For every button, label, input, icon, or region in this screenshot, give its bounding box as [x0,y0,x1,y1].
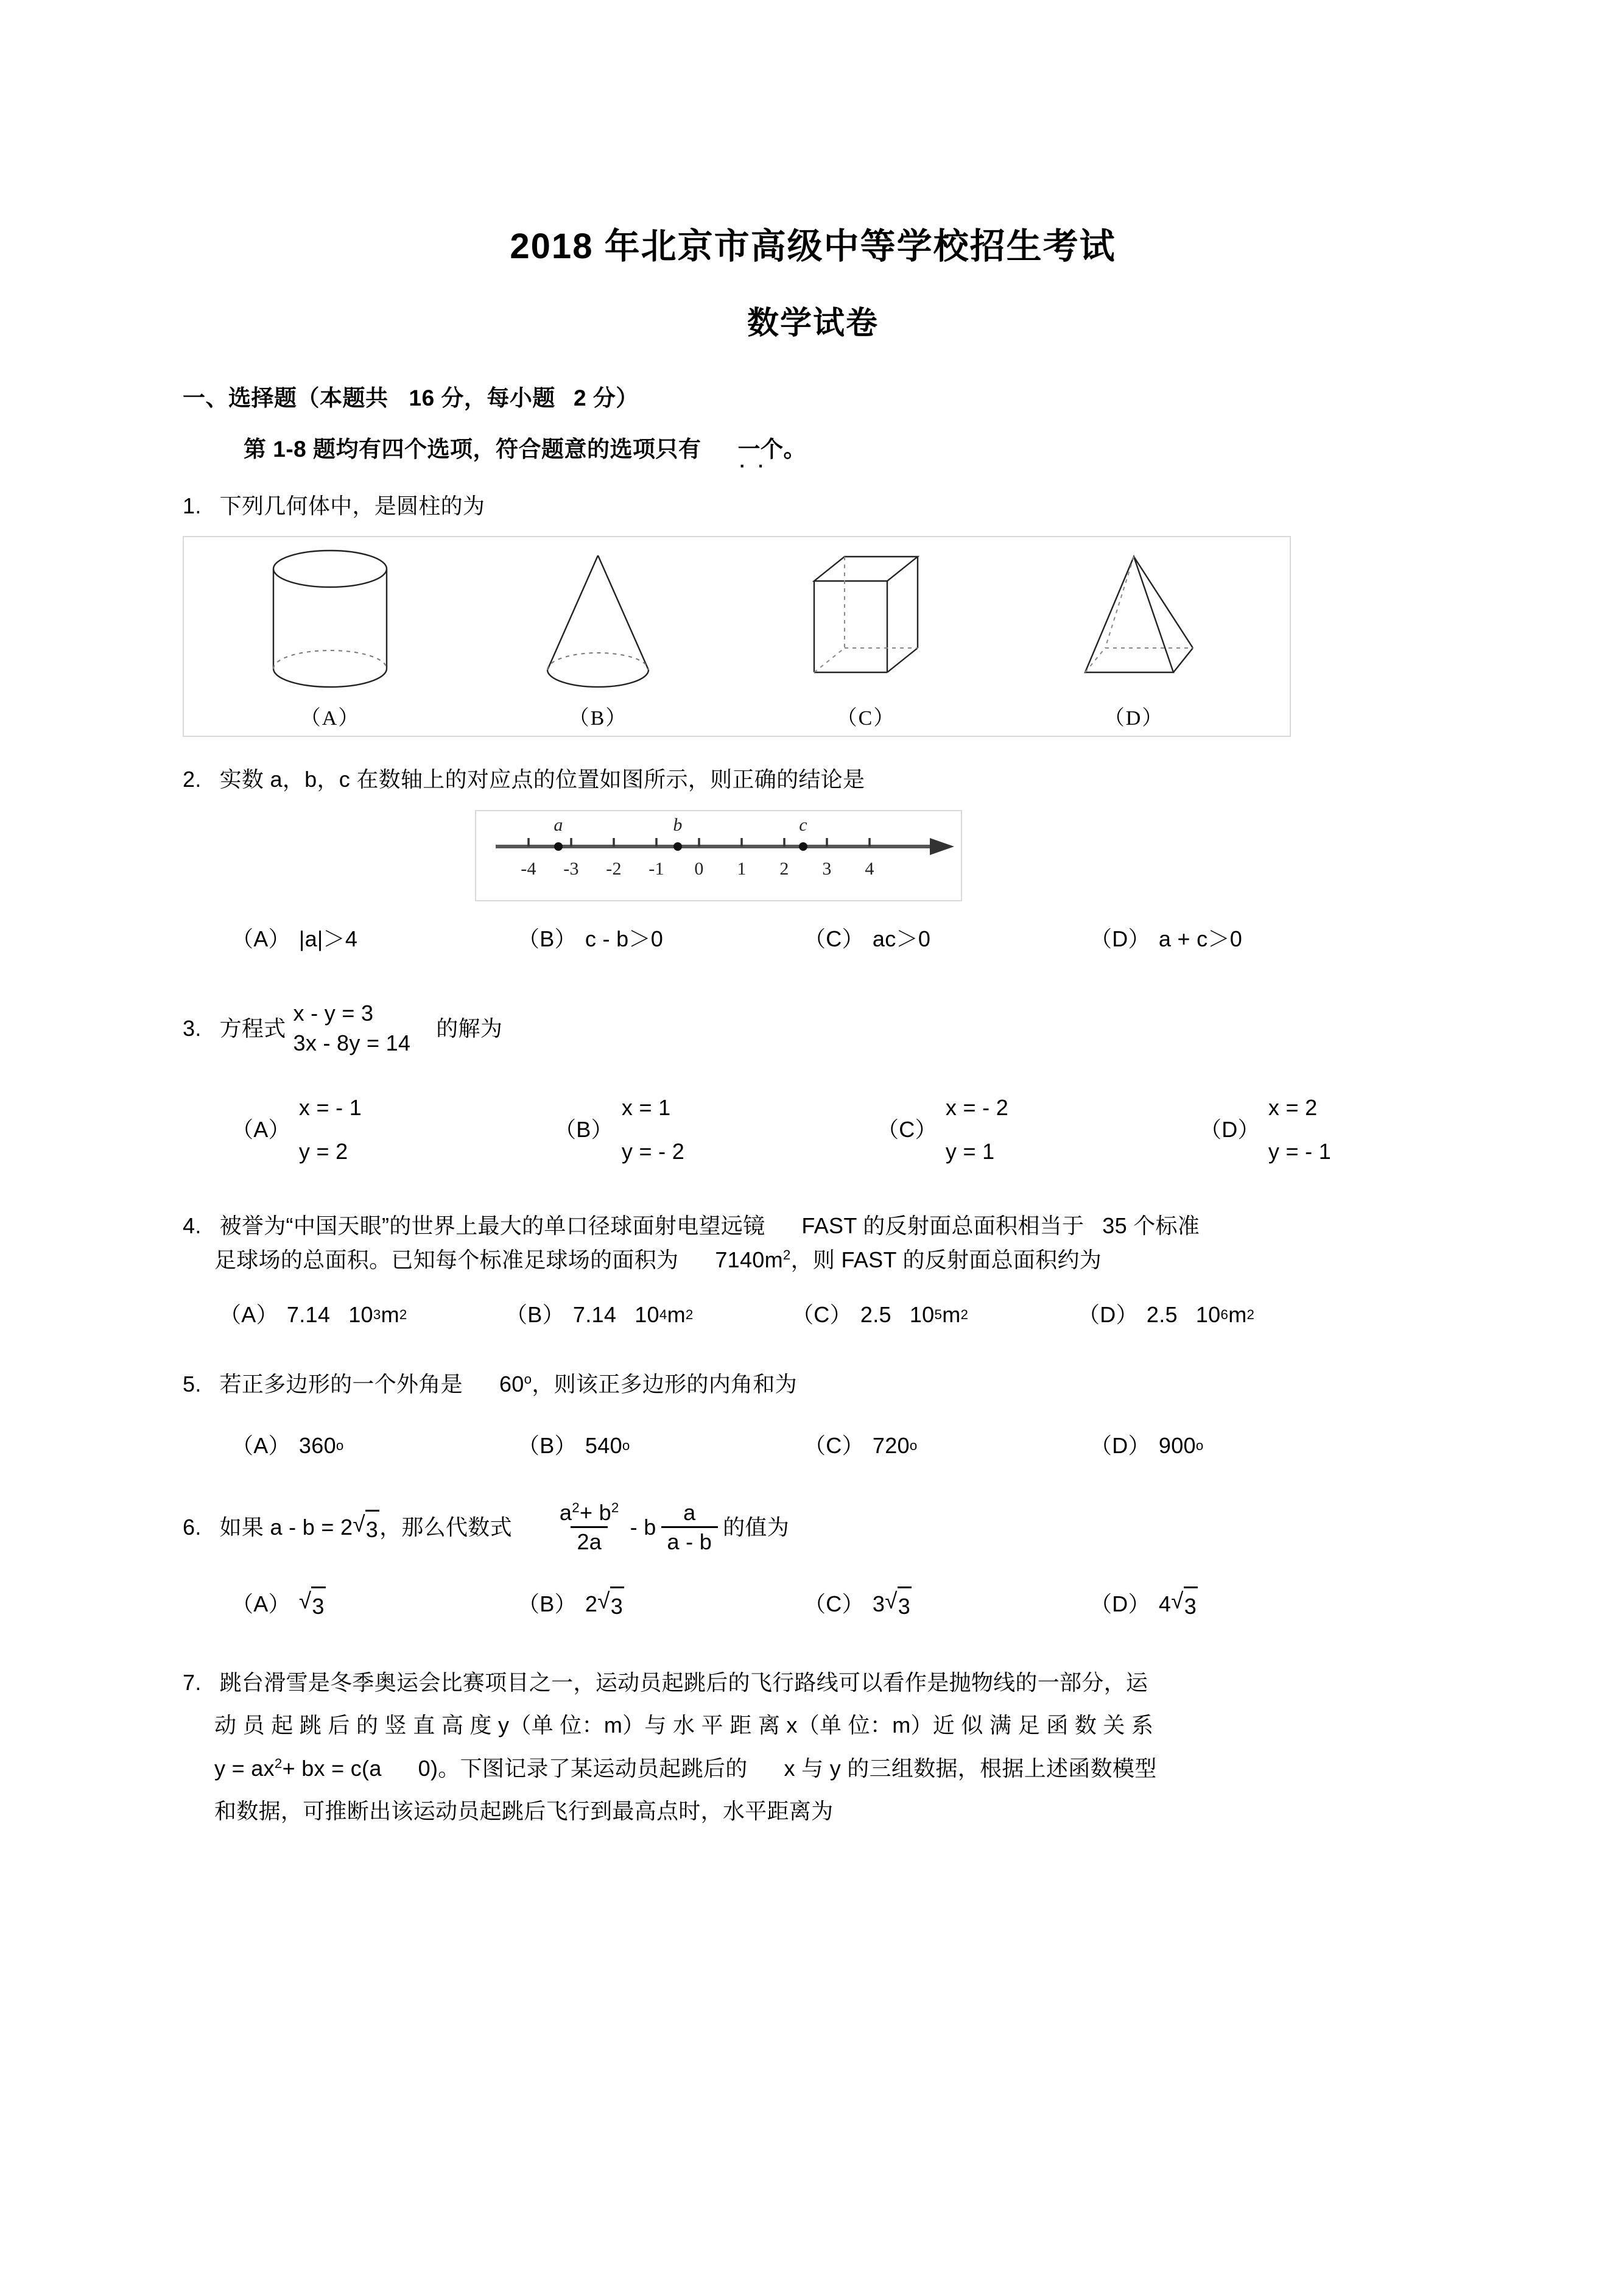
question-6-stem: 6. 如果 a - b = 2 √ 3 ，那么代数式 $\frac{a^2+ b^2}{2a}$ - b $\frac{a}{a - b}$ 的值为 [183,1500,789,1554]
question-6-radical: √ 3 [353,1507,379,1547]
question-5-options [183,1429,1443,1463]
svg-text:b: b [673,815,683,836]
question-3-system [294,999,411,1058]
solid-cylinder [202,543,458,732]
svg-text:2: 2 [779,859,789,879]
question-2-option-c[interactable]: （C） ac＞0 [804,926,931,952]
question-5-stem: 5. 若正多边形的一个外角是 60$^o$，则该正多边形的内角和为 [183,1371,797,1396]
instruction-period: 。 [783,436,807,462]
question-6-number: 6. [183,1514,202,1540]
question-6-options [183,1584,1443,1624]
page-title: 2018 年北京市高级中等学校招生考试 [510,227,1116,266]
question-7-line1: 7. 跳台滑雪是冬季奥运会比赛项目之一，运动员起跳后的飞行路线可以看作是抛物线的一部分，运 [183,1670,1148,1696]
question-5-option-a[interactable]: （A） 360 o [231,1433,344,1459]
question-3-option-b[interactable]: （B） x = 1 y = - 2 [554,1095,685,1164]
question-4-line2: 足球场的总面积。已知每个标准足球场的面积为 $7140m^2$，则 FAST 的反射面总面积约为 [214,1247,1102,1272]
svg-text:c: c [799,815,807,836]
question-6-option-d[interactable]: （D） 4 √ 3 [1090,1584,1198,1624]
question-4-option-c[interactable]: （C） 2.5 10 5 m 2 [792,1301,969,1327]
cube-icon [790,543,942,702]
svg-text:0: 0 [694,859,704,879]
cylinder-icon [254,543,406,702]
solid-pyramid [1006,543,1262,732]
svg-text:a: a [554,815,563,836]
question-4-number: 4. [183,1213,202,1239]
instruction-emphasis: 一个 · · [738,431,784,463]
question-3-number: 3. [183,1015,202,1041]
question-2-option-b[interactable]: （B） c - b＞0 [518,926,664,952]
section-heading [183,379,1443,412]
solid-cylinder-label: （A） [300,707,360,730]
question-3-suffix: 的解为 [436,1015,503,1041]
svg-text:3: 3 [822,859,832,879]
instruction-text: 第 1-8 题均有四个选项，符合题意的选项只有 [244,436,701,462]
question-2-stem [183,762,1443,797]
cone-icon [522,543,674,702]
question-5-option-b[interactable]: （B） 540 o [518,1433,630,1459]
page-subtitle: 数学试卷 [747,305,879,341]
question-4-options [183,1298,1443,1332]
question-2-option-a[interactable]: （A） |a|＞4 [231,926,358,952]
section-heading-score: 16 分，每小题 [409,385,555,410]
question-4-line1: 4. 被誉为“中国天眼”的世界上最大的单口径球面射电望远镜 FAST 的反射面总面积相当于 35 个标准 [183,1213,1200,1239]
section-heading-part1: 一、选择题（本题共 [183,385,388,410]
question-5-option-c[interactable]: （C） 720 o [804,1433,918,1459]
question-3-option-c[interactable]: （C） x = - 2 y = 1 [877,1095,1009,1164]
solid-cone-label: （B） [568,707,628,730]
question-2-text: 实数 a，b，c 在数轴上的对应点的位置如图所示，则正确的结论是 [219,767,865,792]
question-5-option-d[interactable]: （D） 900 o [1090,1433,1204,1459]
question-3-prefix: 方程式 [219,1015,286,1041]
svg-text:4: 4 [865,859,874,879]
question-3-option-d[interactable]: （D） x = 2 y = - 1 [1200,1095,1332,1164]
question-7-line2: 动 员 起 跳 后 的 竖 直 高 度 y（单 位：m）与 水 平 距 离 x（单 位：m）近 似 满 足 函 数 关 系 [214,1713,1154,1738]
page-content [183,0,1443,1833]
question-2 [183,762,1443,956]
question-3 [183,999,1443,1174]
section-heading-each: 2 分） [573,385,639,410]
question-1-text: 下列几何体中，是圆柱的为 [219,493,485,518]
question-5 [183,1367,1443,1463]
question-3-equation-bottom: 3x - 8y = 14 [293,1030,411,1055]
question-6-option-c[interactable]: （C） 3 √ 3 [804,1584,1090,1624]
question-2-option-d[interactable]: （D） a + c＞0 [1090,926,1243,952]
question-1 [183,489,1443,738]
question-6-fraction-2: $\frac{a}{a - b}$ [661,1501,719,1554]
svg-text:-2: -2 [606,859,622,879]
question-7-line3: $y = ax^2+$ bx = c(a 0)。下图记录了某运动员起跳后的 x 与 y 的三组数据，根据上述函数模型 [214,1755,1157,1781]
section-instruction [183,431,1443,463]
question-7-line4: 和数据，可推断出该运动员起跳后飞行到最高点时，水平距离为 [214,1798,834,1823]
svg-text:-1: -1 [649,859,664,879]
question-4-option-b[interactable]: （B） 7.14 10 4 m 2 [505,1301,694,1327]
question-5-number: 5. [183,1371,202,1396]
question-7-number: 7. [183,1670,202,1696]
number-line-icon [476,811,961,900]
solid-cone [470,543,726,732]
solid-pyramid-label: （D） [1103,707,1164,730]
svg-text:1: 1 [737,859,747,879]
question-7 [183,1661,1443,1833]
svg-text:-3: -3 [563,859,579,879]
question-3-options [183,1086,1443,1174]
question-2-options [183,922,1443,956]
question-2-figure [475,810,962,901]
question-1-figure [183,536,1291,737]
question-4 [183,1209,1443,1331]
question-6 [183,1501,1443,1624]
question-3-option-a[interactable]: （A） x = - 1 y = 2 [231,1095,362,1164]
question-6-fraction-1: $\frac{a^2+ b^2}{2a}$ [559,1500,619,1554]
pyramid-icon [1058,543,1210,702]
question-1-number: 1. [183,493,202,518]
question-3-equation-top: x - y = 3 [293,1000,374,1026]
question-6-middle-op: - b [630,1514,656,1540]
question-3-stem [183,999,1443,1058]
question-1-stem [183,489,1443,523]
question-6-option-b[interactable]: （B） 2 √ 3 [518,1584,804,1624]
question-4-option-a[interactable]: （A） 7.14 10 3 m 2 [219,1301,407,1327]
question-2-number: 2. [183,767,202,792]
solid-cube-label: （C） [836,707,896,730]
question-6-option-a[interactable]: （A） √ 3 [231,1584,518,1624]
solid-cube [738,543,994,732]
question-4-option-d[interactable]: （D） 2.5 10 6 m 2 [1078,1301,1255,1327]
svg-text:-4: -4 [521,859,536,879]
